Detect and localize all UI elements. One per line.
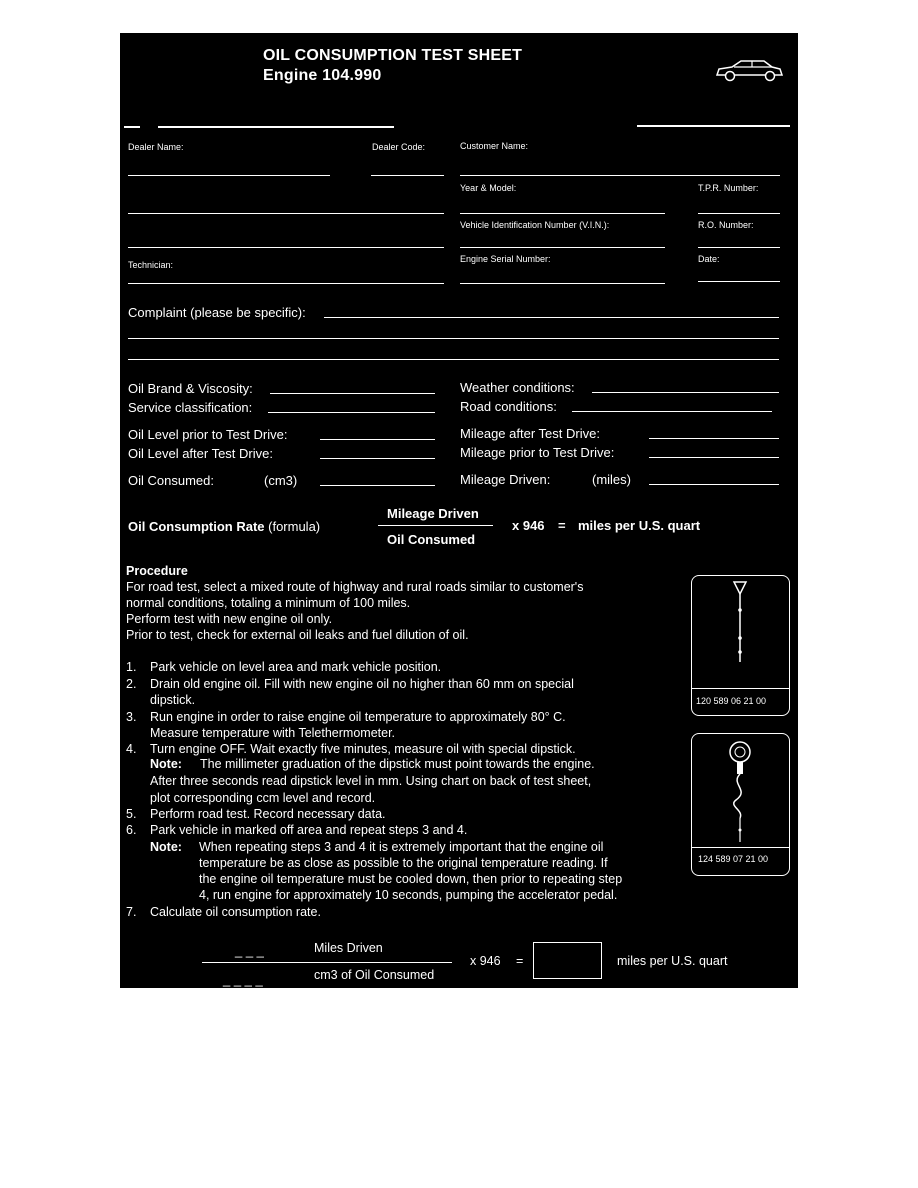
mileage-prior-label: Mileage prior to Test Drive: <box>460 445 615 460</box>
formula-denominator: Oil Consumed <box>387 532 476 547</box>
fraction-bar <box>378 525 493 526</box>
oil-after-field[interactable] <box>320 458 435 459</box>
tool-part-number: 124 589 07 21 00 <box>698 854 769 864</box>
dealer-name-field[interactable] <box>128 175 330 176</box>
step-number: 3. <box>126 710 137 724</box>
note-text: the engine oil temperature must be cooled down, then prior to repeating step <box>199 872 623 886</box>
service-class-field[interactable] <box>268 412 435 413</box>
ro-number-field[interactable] <box>698 247 780 248</box>
year-model-label: Year & Model: <box>460 183 517 193</box>
divider <box>124 126 140 128</box>
oil-brand-label: Oil Brand & Viscosity: <box>128 381 253 396</box>
mileage-driven-label: Mileage Driven: <box>460 472 551 487</box>
step-number: 5. <box>126 807 137 821</box>
note-text: When repeating steps 3 and 4 it is extremely important that the engine oil <box>199 840 604 854</box>
date-field[interactable] <box>698 281 780 282</box>
note-text: The millimeter graduation of the dipstick must point towards the engine. <box>200 757 595 771</box>
car-icon <box>714 57 784 85</box>
formula-equals: = <box>558 518 566 533</box>
formula-multiplier: x 946 <box>512 518 545 533</box>
dipstick-icon <box>722 580 758 666</box>
technician-label: Technician: <box>128 260 174 270</box>
note-text: temperature be as close as possible to the original temperature reading. If <box>199 856 608 870</box>
date-label: Date: <box>698 254 720 264</box>
test-sheet <box>120 33 798 988</box>
weather-field[interactable] <box>592 392 779 393</box>
oil-consumed-label: Oil Consumed: <box>128 473 214 488</box>
calc-fraction-bar <box>202 962 452 963</box>
dealer-code-field[interactable] <box>371 175 444 176</box>
road-field[interactable] <box>572 411 772 412</box>
calc-blank: _ _ _ _ <box>223 972 263 987</box>
complaint-label: Complaint (please be specific): <box>128 305 306 320</box>
calc-numerator: Miles Driven <box>314 941 383 955</box>
mileage-after-label: Mileage after Test Drive: <box>460 426 600 441</box>
customer-name-field[interactable] <box>460 175 780 176</box>
calc-result: miles per U.S. quart <box>617 954 728 968</box>
note-label: Note: <box>150 757 182 771</box>
calc-denominator: cm3 of Oil Consumed <box>314 968 435 982</box>
step-text: Perform road test. Record necessary data. <box>150 807 386 821</box>
calc-multiplier: x 946 <box>470 954 501 968</box>
step-text: Park vehicle in marked off area and repeat steps 3 and 4. <box>150 823 468 837</box>
oil-prior-label: Oil Level prior to Test Drive: <box>128 427 288 442</box>
formula-numerator: Mileage Driven <box>387 506 479 521</box>
procedure-intro-line: normal conditions, totaling a minimum of 100 miles. <box>126 596 411 610</box>
step-number: 1. <box>126 660 137 674</box>
customer-name-label: Customer Name: <box>460 141 529 151</box>
ro-number-label: R.O. Number: <box>698 220 754 230</box>
technician-field[interactable] <box>128 283 444 284</box>
note-text: After three seconds read dipstick level in mm. Using chart on back of test sheet, <box>150 774 592 788</box>
procedure-title: Procedure <box>126 564 188 578</box>
step-text: Park vehicle on level area and mark vehicle position. <box>150 660 442 674</box>
note-text: 4, run engine for approximately 10 seconds, pumping the accelerator pedal. <box>199 888 618 902</box>
note-text: plot corresponding ccm level and record. <box>150 791 376 805</box>
oil-consumed-unit: (cm3) <box>264 473 298 488</box>
mileage-driven-unit: (miles) <box>592 472 631 487</box>
sheet-title: OIL CONSUMPTION TEST SHEET <box>263 47 523 64</box>
telethermometer-icon <box>720 738 760 844</box>
step-text: Run engine in order to raise engine oil temperature to approximately 80° C. <box>150 710 566 724</box>
field-line[interactable] <box>128 213 444 214</box>
field-line[interactable] <box>128 247 444 248</box>
formula-result: miles per U.S. quart <box>578 518 701 533</box>
caption-divider <box>692 688 789 689</box>
tool-panel-dipstick <box>691 575 790 716</box>
procedure-intro-line: For road test, select a mixed route of highway and rural roads similar to customer's <box>126 580 584 594</box>
service-class-label: Service classification: <box>128 400 253 415</box>
step-text: Measure temperature with Telethermometer. <box>150 726 396 740</box>
divider <box>637 125 790 127</box>
step-number: 6. <box>126 823 137 837</box>
oil-prior-field[interactable] <box>320 439 435 440</box>
oil-after-label: Oil Level after Test Drive: <box>128 446 273 461</box>
dealer-code-label: Dealer Code: <box>372 142 426 152</box>
vin-field[interactable] <box>460 247 665 248</box>
formula-label <box>128 519 320 534</box>
complaint-field[interactable] <box>128 359 779 360</box>
mileage-prior-field[interactable] <box>649 457 779 458</box>
tool-part-number: 120 589 06 21 00 <box>696 696 767 706</box>
procedure-intro-line: Prior to test, check for external oil leaks and fuel dilution of oil. <box>126 628 469 642</box>
vin-label: Vehicle Identification Number (V.I.N.): <box>460 220 610 230</box>
step-text: dipstick. <box>150 693 196 707</box>
tpr-number-label: T.P.R. Number: <box>698 183 759 193</box>
oil-brand-field[interactable] <box>270 393 435 394</box>
step-number: 4. <box>126 742 137 756</box>
note-label: Note: <box>150 840 182 854</box>
step-number: 7. <box>126 905 137 919</box>
oil-consumed-field[interactable] <box>320 485 435 486</box>
engine-label: Engine 104.990 <box>263 67 382 84</box>
road-label: Road conditions: <box>460 399 557 414</box>
calc-blank: _ _ _ <box>235 943 264 958</box>
mileage-after-field[interactable] <box>649 438 779 439</box>
result-box[interactable] <box>533 942 602 979</box>
procedure-intro-line: Perform test with new engine oil only. <box>126 612 333 626</box>
year-model-field[interactable] <box>460 213 665 214</box>
weather-label: Weather conditions: <box>460 380 575 395</box>
formula-label-bold: Oil Consumption Rate <box>128 519 265 534</box>
step-text: Turn engine OFF. Wait exactly five minutes, measure oil with special dipstick. <box>150 742 576 756</box>
mileage-driven-field[interactable] <box>649 484 779 485</box>
divider <box>158 126 394 128</box>
step-number: 2. <box>126 677 137 691</box>
complaint-field[interactable] <box>324 317 779 318</box>
tpr-number-field[interactable] <box>698 213 780 214</box>
step-text: Drain old engine oil. Fill with new engine oil no higher than 60 mm on special <box>150 677 574 691</box>
calc-equals: = <box>516 954 524 968</box>
step-text: Calculate oil consumption rate. <box>150 905 321 919</box>
caption-divider <box>692 847 789 848</box>
formula-label-normal: (formula) <box>268 519 321 534</box>
engine-serial-label: Engine Serial Number: <box>460 254 551 264</box>
tool-panel-telethermometer <box>691 733 790 876</box>
dealer-name-label: Dealer Name: <box>128 142 184 152</box>
engine-serial-field[interactable] <box>460 283 665 284</box>
complaint-field[interactable] <box>128 338 779 339</box>
